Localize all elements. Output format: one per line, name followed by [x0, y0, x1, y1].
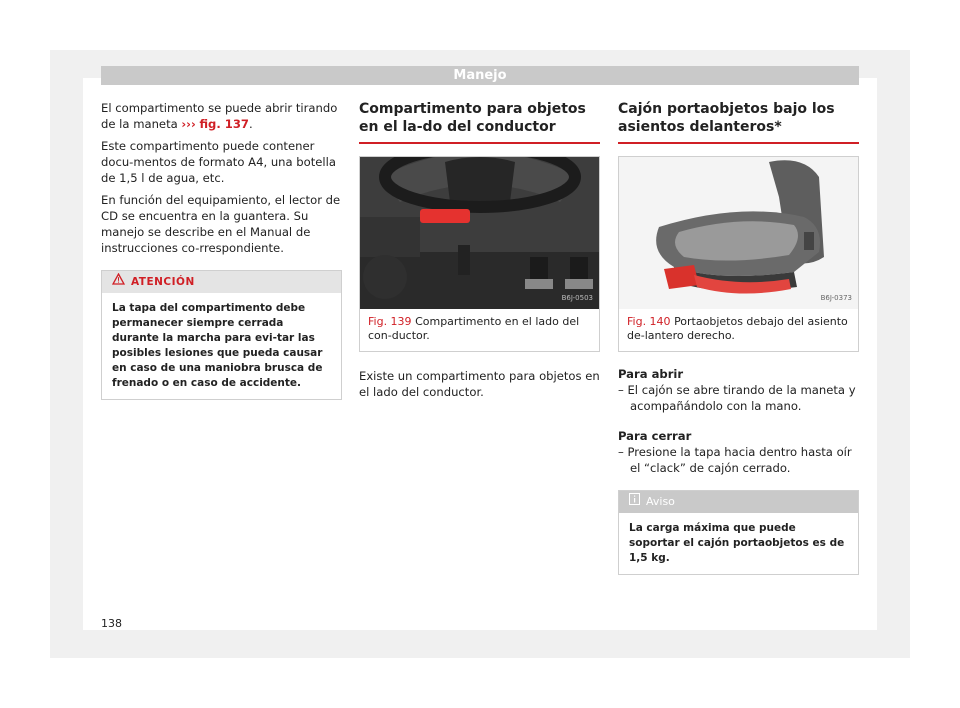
- list-item-close: [618, 444, 859, 476]
- column-middle: [359, 100, 600, 406]
- heading-open: Para abrir: [618, 367, 684, 381]
- figure-140-code: B6J-0373: [820, 294, 852, 302]
- list-item-close-text: Presione la tapa hacia dentro hasta oír el “clack” de cajón cerrado.: [627, 445, 852, 475]
- warning-header: [102, 271, 341, 293]
- column-left: [101, 100, 342, 400]
- figure-139-label: Fig. 139: [368, 315, 412, 328]
- dash-marker: –: [618, 445, 624, 459]
- paragraph-open-text: El compartimento se puede abrir tirando de la maneta: [101, 101, 338, 131]
- figure-140-caption: [619, 309, 858, 351]
- figure-140-label: Fig. 140: [627, 315, 671, 328]
- page-number: 138: [101, 617, 122, 630]
- column-right: [618, 100, 859, 575]
- figure-140: [618, 156, 859, 352]
- figure-140-caption-text: Portaobjetos debajo del asiento de-lantero derecho.: [627, 315, 848, 342]
- figure-139-caption: [360, 309, 599, 351]
- info-icon: [629, 491, 640, 513]
- chapter-header: Manejo: [101, 66, 859, 85]
- list-item-open-text: El cajón se abre tirando de la maneta y acompañándolo con la mano.: [627, 383, 856, 413]
- figure-139: [359, 156, 600, 352]
- paragraph-open: [101, 100, 342, 132]
- paragraph-capacity: Este compartimento puede contener docu-mentos de formato A4, una botella de 1,5 l de agua, etc.: [101, 139, 336, 185]
- warning-text: La tapa del compartimento debe permanecer siempre cerrada durante la marcha para evi-tar las posibles lesiones que pueda causar en caso de una maniobra brusca de frenado o en caso de accidente.: [112, 302, 323, 389]
- notice-text: La carga máxima que puede soportar el cajón portaobjetos es de 1,5 kg.: [629, 522, 845, 564]
- paragraph-open-end: .: [248, 117, 253, 131]
- paragraph-driver-compartment: Existe un compartimento para objetos en el lado del conductor.: [359, 369, 600, 399]
- section-title-driver-compartment: Compartimento para objetos en el la-do del conductor: [359, 100, 600, 144]
- figure-140-image: [619, 157, 858, 309]
- heading-close: Para cerrar: [618, 429, 692, 443]
- figure-139-image: [360, 157, 599, 309]
- ref-arrows: ›››: [181, 117, 196, 131]
- notice-header: [619, 491, 858, 513]
- dash-marker: –: [618, 383, 624, 397]
- warning-triangle-icon: [112, 271, 125, 293]
- notice-label: Aviso: [646, 495, 675, 508]
- figure-139-code: B6J-0503: [561, 294, 593, 302]
- figure-139-caption-text: Compartimento en el lado del con-ductor.: [368, 315, 580, 342]
- warning-label: ATENCIÓN: [131, 276, 195, 288]
- section-title-seat-drawer: Cajón portaobjetos bajo los asientos delanteros*: [618, 100, 859, 144]
- list-item-open: [618, 382, 859, 414]
- notice-box: [618, 490, 859, 575]
- paragraph-cd-player: En función del equipamiento, el lector de CD se encuentra en la guantera. Su manejo se describe en el Manual de instrucciones co-rrespondiente.: [101, 193, 341, 255]
- figure-reference-link[interactable]: fig. 137: [199, 117, 249, 131]
- warning-box: [101, 270, 342, 400]
